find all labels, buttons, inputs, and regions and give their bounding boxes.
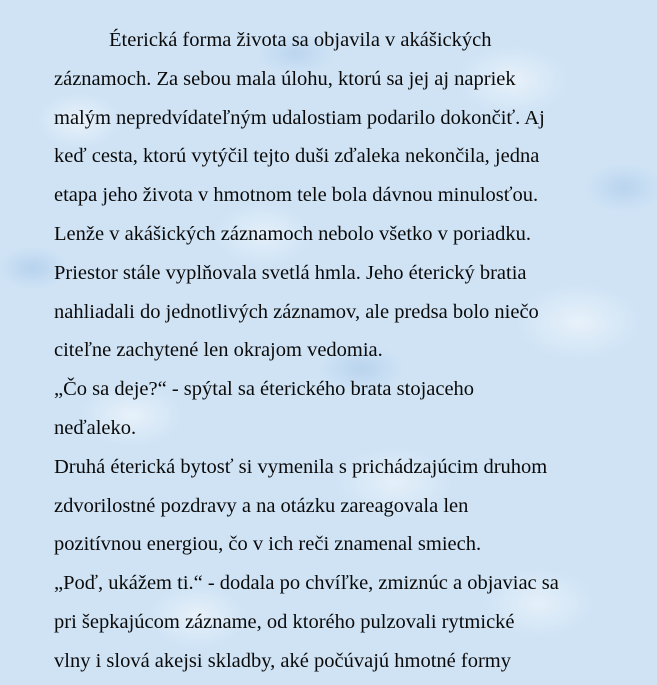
text-line: „Čo sa deje?“ - spýtal sa éterického brata stojaceho [54,378,475,401]
text-line: nahliadali do jednotlivých záznamov, ale predsa bolo niečo [54,300,539,323]
text-line: Lenže v akášických záznamoch nebolo všetko v poriadku. [54,222,532,245]
text-line: „Poď, ukážem ti.“ - dodala po chvíľke, zmiznúc a objaviac sa [54,572,559,595]
text-line: keď cesta, ktorú vytýčil tejto duši zďaleka nekončila, jedna [54,145,540,168]
text-line: malým nepredvídateľným udalostiam podarilo dokončiť. Aj [54,106,545,129]
text-line: Éterická forma života sa objavila v akášických [109,29,492,51]
text-line: neďaleko. [54,416,137,439]
text-line: etapa jeho života v hmotnom tele bola dávnou minulosťou. [54,184,539,207]
document-text [54,25,654,685]
text-line: zdvorilostné pozdravy a na otázku zareagovala len [54,494,469,517]
text-line: citeľne zachytené len okrajom vedomia. [54,339,383,362]
text-line: vlny i slová akejsi skladby, aké počúvajú hmotné formy [54,649,511,672]
text-line: záznamoch. Za sebou mala úlohu, ktorú sa jej aj napriek [54,67,516,90]
text-line: Priestor stále vyplňovala svetlá hmla. Jeho éterický bratia [54,261,527,284]
text-line: pri šepkajúcom zázname, od ktorého pulzovali rytmické [54,610,515,633]
text-line: Druhá éterická bytosť si vymenila s prichádzajúcim druhom [54,455,548,478]
text-line: pozitívnou energiou, čo v ich reči znamenal smiech. [54,533,482,556]
